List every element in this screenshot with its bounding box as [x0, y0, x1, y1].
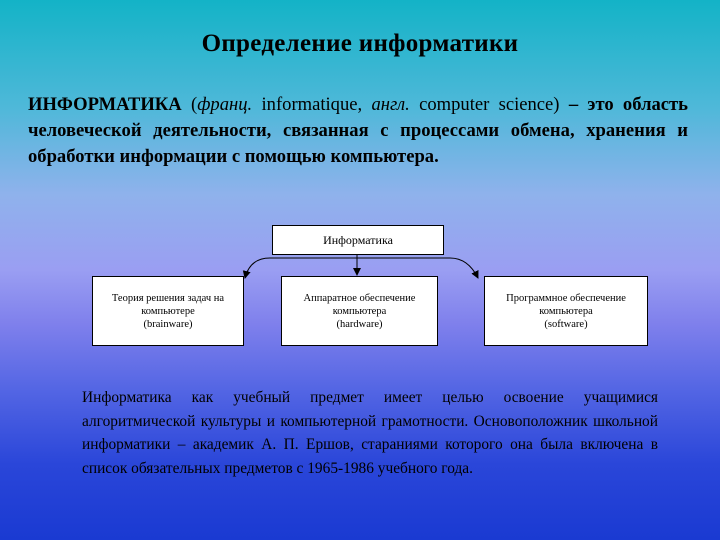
definition-term: ИНФОРМАТИКА — [28, 94, 182, 115]
diagram-branch-hardware — [281, 276, 438, 346]
branch-line: (hardware) — [336, 318, 383, 330]
branch-line: компьютере — [141, 305, 195, 317]
diagram-branch-software — [484, 276, 648, 346]
branch-line: (software) — [544, 318, 588, 330]
definition-open-paren: ( — [181, 94, 198, 115]
note-paragraph: Информатика как учебный предмет имеет целью освоение учащимися алгоритмической культуры и компьютерной грамотности. Основоположник школьной информатики – академик А. П. Ершов, стараниями которого она была включена в список обязательных предметов с 1965-1986 учебного года. — [82, 389, 658, 477]
franc-word: informatique, — [252, 94, 372, 115]
franc-abbreviation: франц. — [197, 94, 253, 115]
engl-abbreviation: англ. — [371, 94, 410, 115]
branch-line: Теория решения задач на — [111, 292, 225, 304]
diagram-root-label: Информатика — [323, 232, 393, 247]
engl-word: computer science) — [409, 94, 560, 115]
connector-right — [357, 258, 478, 278]
definition-text: – это область человеческой деятельности, связанная с процессами обмена, хранения и обработки информации с помощью компьютера. — [28, 94, 689, 167]
branch-line: компьютера — [539, 305, 593, 317]
branch-line: компьютера — [332, 305, 387, 317]
connector-left — [245, 258, 357, 278]
page-title: Определение информатики — [201, 30, 519, 57]
diagram-branch-brainware — [92, 276, 244, 346]
branch-line: Аппаратное обеспечение — [303, 292, 416, 304]
diagram-root-box — [272, 225, 444, 255]
branch-line: Программное обеспечение — [506, 292, 626, 304]
branch-line: (brainware) — [143, 318, 193, 330]
